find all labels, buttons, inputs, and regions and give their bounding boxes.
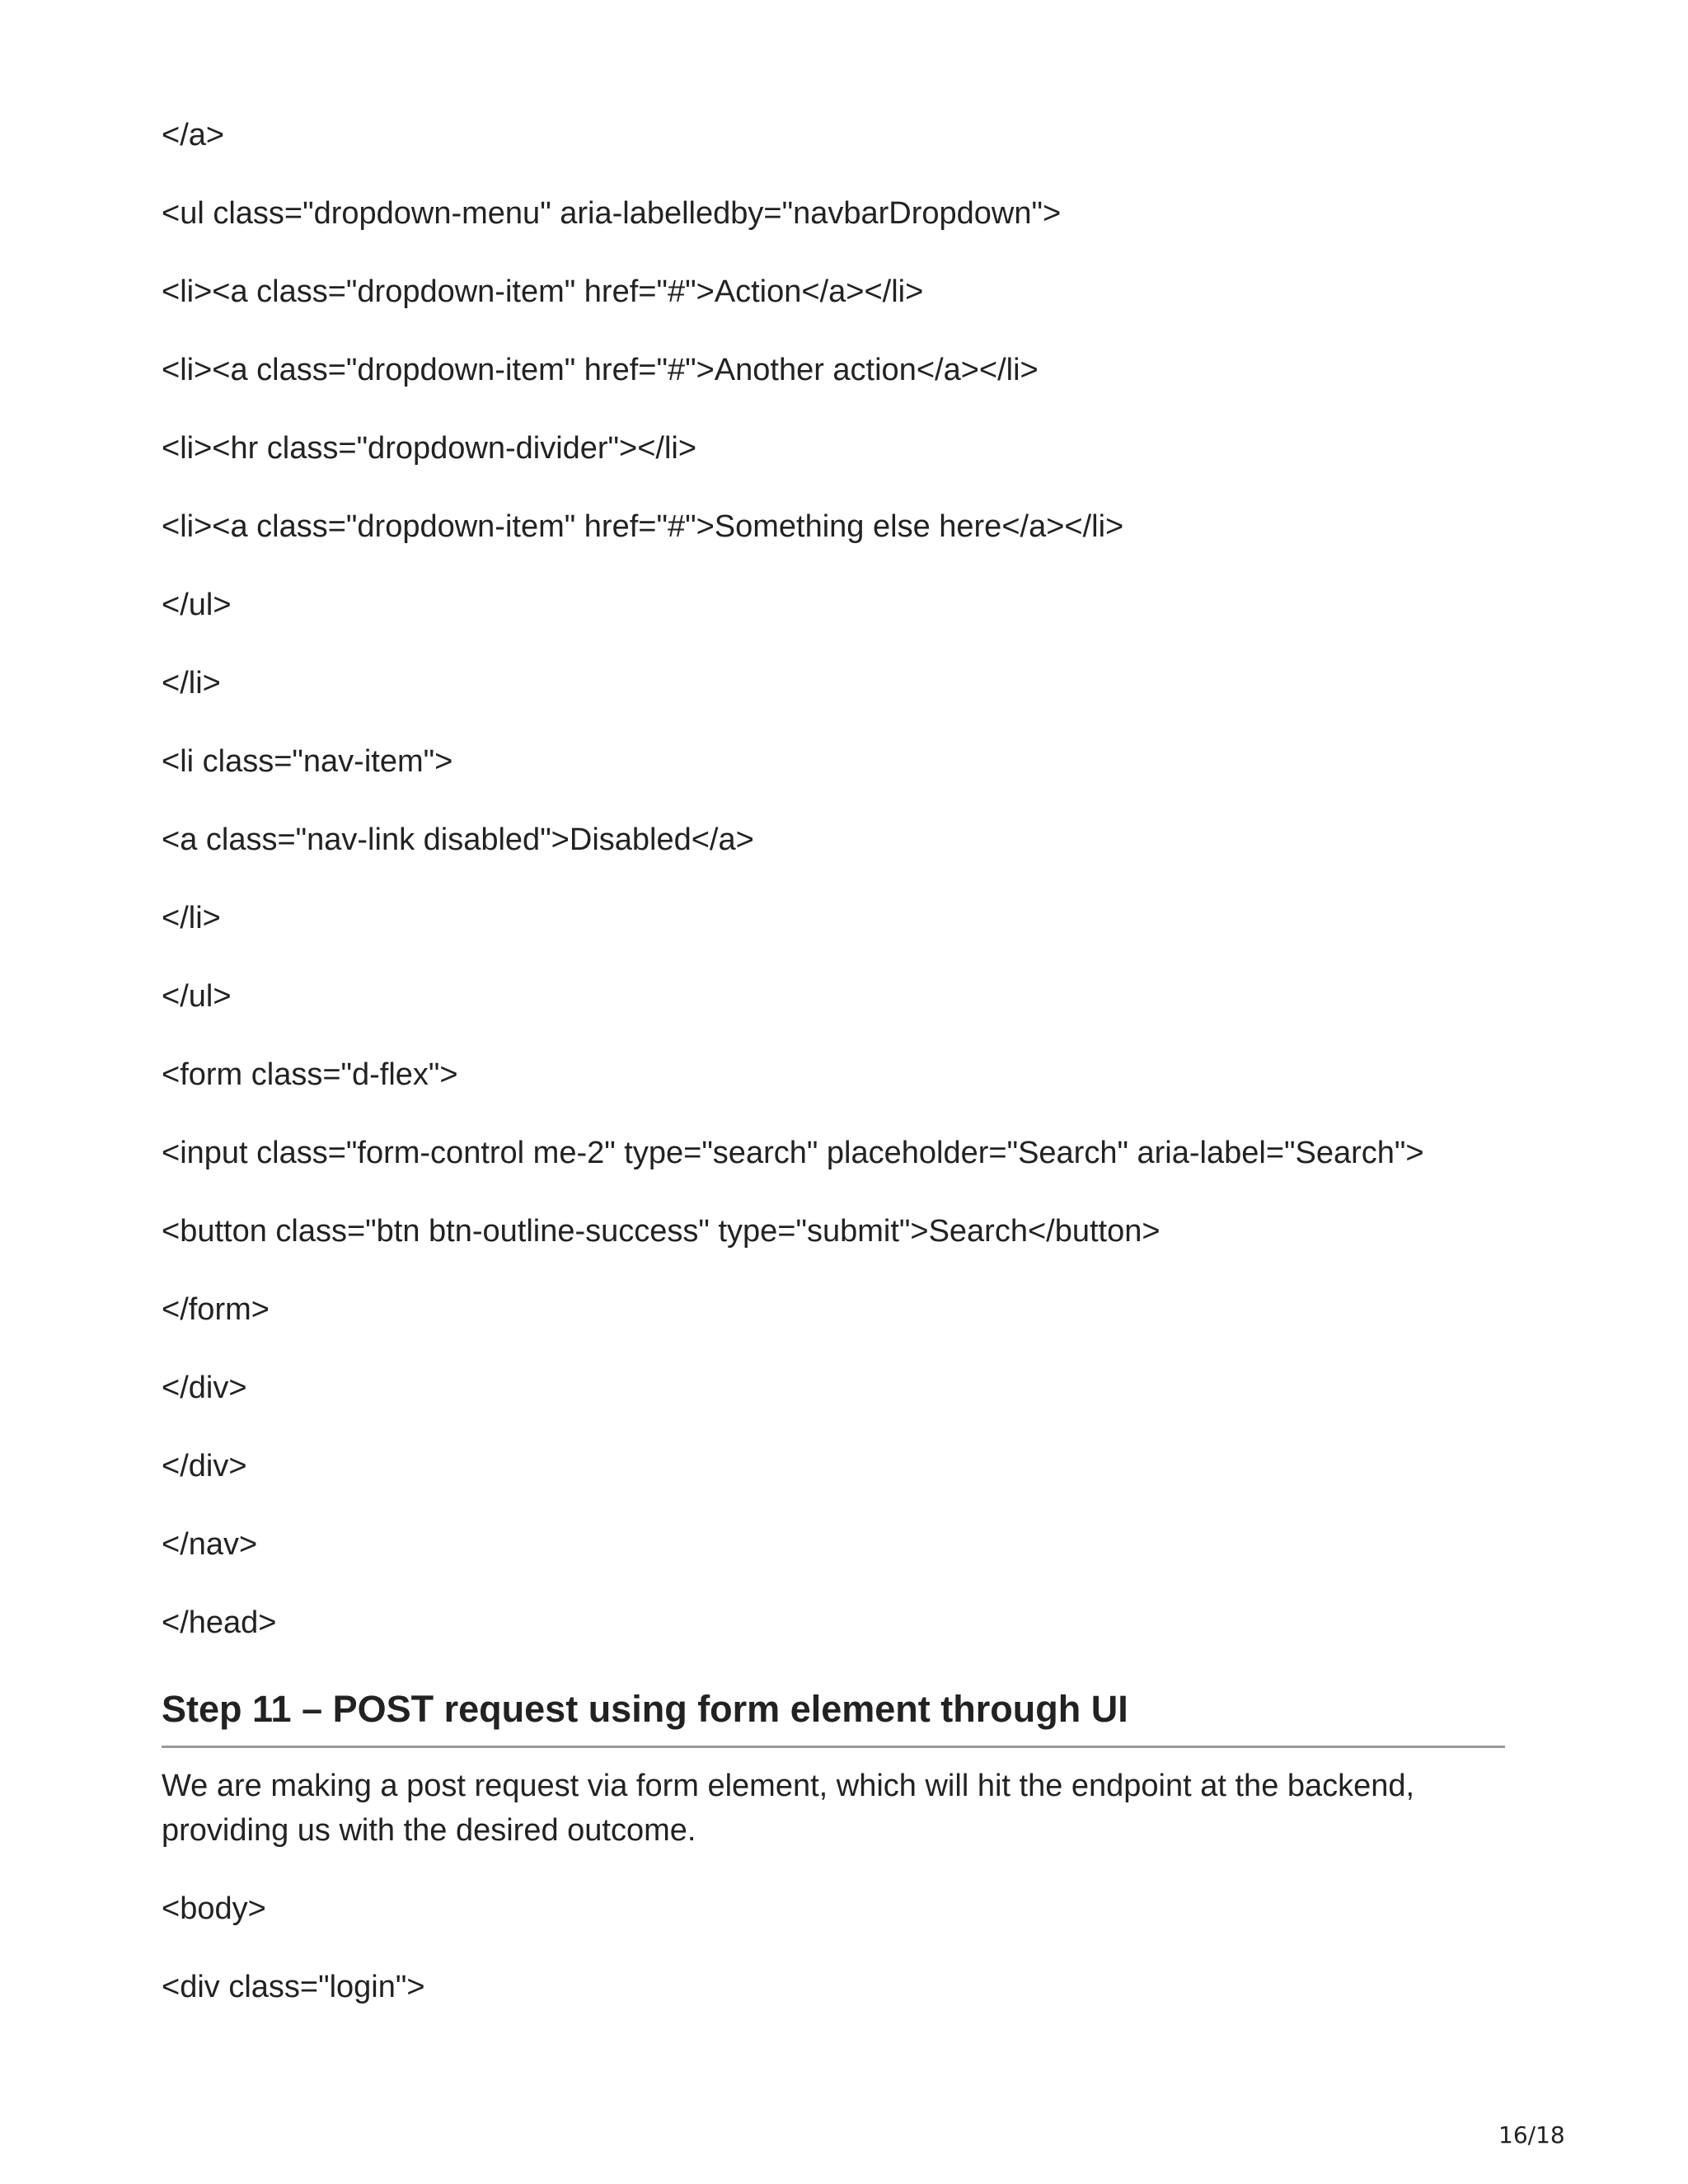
code-line: <button class="btn btn-outline-success" type="submit">Search</button> bbox=[162, 1214, 1160, 1249]
code-line: <a class="nav-link disabled">Disabled</a> bbox=[162, 823, 754, 857]
page-number: 16/18 bbox=[1498, 2121, 1565, 2149]
code-line: </div> bbox=[162, 1371, 247, 1405]
code-line: <body> bbox=[162, 1891, 266, 1926]
section-heading: Step 11 – POST request using form element through UI bbox=[162, 1688, 1128, 1730]
section-paragraph: We are making a post request via form element, which will hit the endpoint at the backend, providing us with the desired outcome. bbox=[162, 1769, 1415, 1848]
code-line: </li> bbox=[162, 666, 221, 701]
code-line: <form class="d-flex"> bbox=[162, 1057, 458, 1092]
code-line: </li> bbox=[162, 901, 221, 935]
code-line: <li><a class="dropdown-item" href="#">Action</a></li> bbox=[162, 274, 924, 309]
code-line: </ul> bbox=[162, 979, 232, 1014]
code-line: </div> bbox=[162, 1449, 247, 1483]
code-line: </a> bbox=[162, 118, 225, 152]
code-line: <input class="form-control me-2" type="search" placeholder="Search" aria-label="Search"> bbox=[162, 1136, 1424, 1170]
code-line: </head> bbox=[162, 1605, 277, 1640]
heading-divider bbox=[162, 1746, 1505, 1748]
code-line: </form> bbox=[162, 1292, 270, 1327]
code-line: <div class="login"> bbox=[162, 1970, 425, 2004]
code-line: </ul> bbox=[162, 588, 232, 622]
code-line: <li><a class="dropdown-item" href="#">Another action</a></li> bbox=[162, 353, 1039, 387]
code-line: <li><hr class="dropdown-divider"></li> bbox=[162, 431, 697, 466]
code-line: <li><a class="dropdown-item" href="#">Something else here</a></li> bbox=[162, 509, 1124, 544]
code-line: <ul class="dropdown-menu" aria-labelledby="navbarDropdown"> bbox=[162, 196, 1062, 231]
code-line: </nav> bbox=[162, 1527, 258, 1562]
code-line: <li class="nav-item"> bbox=[162, 744, 453, 779]
